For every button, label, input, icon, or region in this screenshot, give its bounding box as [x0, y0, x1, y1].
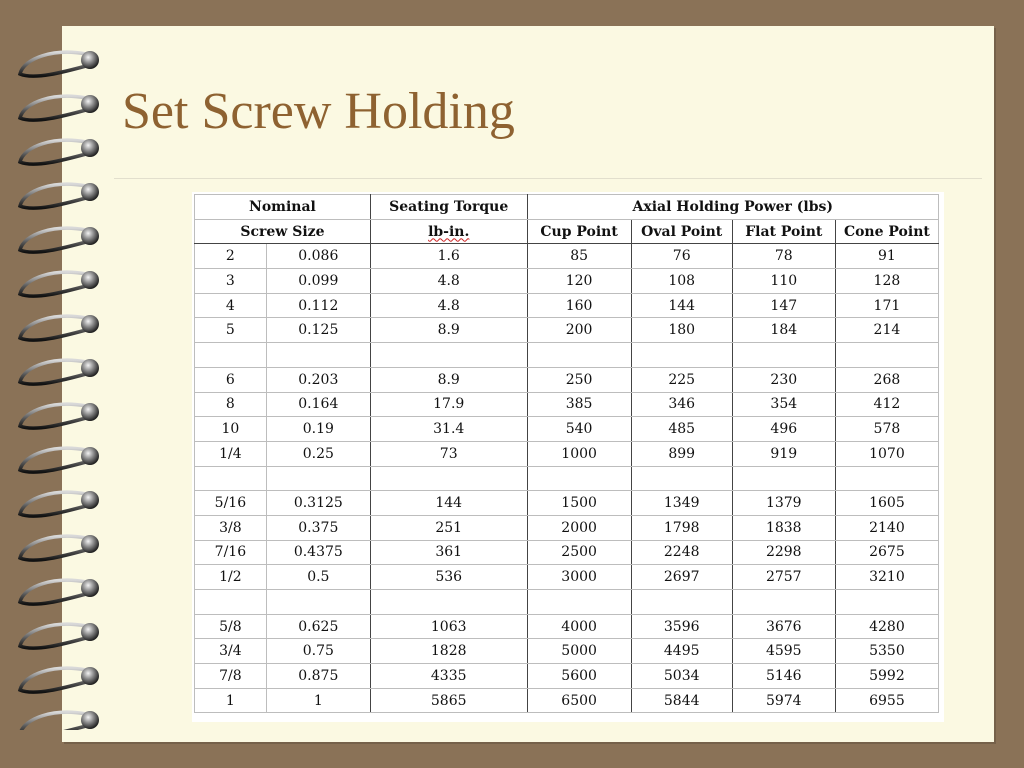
table-row	[195, 417, 939, 442]
cell-size	[195, 590, 267, 615]
cell-diameter: 0.375	[266, 515, 370, 540]
table-row	[195, 590, 939, 615]
table-row	[195, 392, 939, 417]
cell-flat: 1379	[732, 491, 835, 516]
table-row	[195, 515, 939, 540]
spiral-ring	[20, 535, 99, 560]
spiral-ring	[20, 403, 99, 428]
cell-cup: 2000	[527, 515, 631, 540]
table-row	[195, 466, 939, 491]
cell-size: 8	[195, 392, 267, 417]
cell-size	[195, 466, 267, 491]
cell-diameter: 0.625	[266, 614, 370, 639]
cell-cone: 5350	[835, 639, 938, 664]
spiral-ring	[20, 139, 99, 164]
spiral-ring	[20, 579, 99, 604]
cell-cone: 91	[835, 244, 938, 269]
cell-oval	[631, 590, 732, 615]
cell-torque: 1063	[370, 614, 527, 639]
cell-oval: 108	[631, 269, 732, 294]
cell-cone: 128	[835, 269, 938, 294]
header-axial-holding-power	[527, 195, 938, 220]
cell-flat: 5146	[732, 664, 835, 689]
cell-diameter: 0.099	[266, 269, 370, 294]
table-row	[195, 269, 939, 294]
cell-cup: 200	[527, 318, 631, 343]
cell-torque: 8.9	[370, 367, 527, 392]
header-nominal: Nominal	[195, 195, 371, 220]
table-row	[195, 441, 939, 466]
table-row	[195, 565, 939, 590]
cell-oval: 1798	[631, 515, 732, 540]
cell-flat: 2757	[732, 565, 835, 590]
cell-oval	[631, 466, 732, 491]
cell-torque: 4.8	[370, 293, 527, 318]
spiral-ring	[20, 491, 99, 516]
cell-diameter: 0.125	[266, 318, 370, 343]
table-row	[195, 664, 939, 689]
cell-torque: 8.9	[370, 318, 527, 343]
cell-cone: 4280	[835, 614, 938, 639]
cell-diameter: 1	[266, 688, 370, 713]
cell-cup	[527, 466, 631, 491]
cell-diameter	[266, 466, 370, 491]
cell-size: 1/2	[195, 565, 267, 590]
cell-diameter: 0.19	[266, 417, 370, 442]
cell-cup	[527, 590, 631, 615]
cell-flat: 496	[732, 417, 835, 442]
cell-size: 7/16	[195, 540, 267, 565]
cell-cone: 171	[835, 293, 938, 318]
spiral-ring	[20, 711, 99, 730]
spiral-ring	[20, 95, 99, 120]
spiral-ring	[20, 447, 99, 472]
cell-diameter: 0.164	[266, 392, 370, 417]
cell-flat: 3676	[732, 614, 835, 639]
spiral-rings-icon	[14, 40, 104, 730]
spiral-ring	[20, 623, 99, 648]
cell-size: 1/4	[195, 441, 267, 466]
cell-flat: 1838	[732, 515, 835, 540]
cell-cup: 6500	[527, 688, 631, 713]
cell-cone	[835, 466, 938, 491]
cell-cone: 6955	[835, 688, 938, 713]
cell-diameter: 0.5	[266, 565, 370, 590]
cell-torque: 31.4	[370, 417, 527, 442]
cell-size	[195, 343, 267, 368]
cell-size: 4	[195, 293, 267, 318]
cell-cone: 1070	[835, 441, 938, 466]
cell-cup: 120	[527, 269, 631, 294]
cell-cone: 3210	[835, 565, 938, 590]
cell-diameter: 0.086	[266, 244, 370, 269]
cell-torque: 251	[370, 515, 527, 540]
spiral-ring	[20, 271, 99, 296]
cell-cup: 3000	[527, 565, 631, 590]
cell-flat: 5974	[732, 688, 835, 713]
header-cup-point: Cup Point	[527, 219, 631, 244]
cell-cup: 160	[527, 293, 631, 318]
cell-flat	[732, 343, 835, 368]
cell-oval: 5844	[631, 688, 732, 713]
cell-cone	[835, 590, 938, 615]
cell-oval: 5034	[631, 664, 732, 689]
cell-flat: 919	[732, 441, 835, 466]
cell-flat: 4595	[732, 639, 835, 664]
cell-torque	[370, 466, 527, 491]
cell-flat: 2298	[732, 540, 835, 565]
spiral-ring	[20, 667, 99, 692]
cell-cup: 250	[527, 367, 631, 392]
cell-cup	[527, 343, 631, 368]
table-row	[195, 491, 939, 516]
spiral-ring	[20, 359, 99, 384]
cell-oval: 2248	[631, 540, 732, 565]
header-seating-torque: Seating Torque	[370, 195, 527, 220]
cell-flat	[732, 466, 835, 491]
cell-diameter: 0.75	[266, 639, 370, 664]
cell-flat	[732, 590, 835, 615]
cell-oval: 180	[631, 318, 732, 343]
cell-diameter: 0.3125	[266, 491, 370, 516]
cell-diameter: 0.875	[266, 664, 370, 689]
header-units	[370, 219, 527, 244]
cell-cup: 2500	[527, 540, 631, 565]
notebook-page	[62, 26, 994, 742]
header-oval-point: Oval Point	[631, 219, 732, 244]
cell-cone: 214	[835, 318, 938, 343]
header-flat-point: Flat Point	[732, 219, 835, 244]
cell-cone	[835, 343, 938, 368]
cell-torque: 73	[370, 441, 527, 466]
spiral-ring	[20, 227, 99, 252]
header-row-2	[195, 219, 939, 244]
cell-size: 7/8	[195, 664, 267, 689]
table-row	[195, 367, 939, 392]
header-units-text: lb-in.	[428, 223, 470, 240]
cell-oval: 485	[631, 417, 732, 442]
header-cone-point: Cone Point	[835, 219, 938, 244]
cell-torque: 536	[370, 565, 527, 590]
table-row	[195, 293, 939, 318]
cell-cup: 5000	[527, 639, 631, 664]
cell-cone: 2675	[835, 540, 938, 565]
cell-cup: 4000	[527, 614, 631, 639]
cell-size: 5/16	[195, 491, 267, 516]
cell-cup: 1500	[527, 491, 631, 516]
cell-diameter: 0.203	[266, 367, 370, 392]
cell-diameter: 0.112	[266, 293, 370, 318]
cell-cone: 5992	[835, 664, 938, 689]
cell-torque: 5865	[370, 688, 527, 713]
cell-cup: 85	[527, 244, 631, 269]
cell-size: 6	[195, 367, 267, 392]
spiral-binding	[14, 40, 104, 730]
cell-oval: 3596	[631, 614, 732, 639]
set-screw-table	[194, 194, 939, 713]
cell-cone: 2140	[835, 515, 938, 540]
cell-diameter	[266, 343, 370, 368]
cell-torque: 4335	[370, 664, 527, 689]
cell-flat: 78	[732, 244, 835, 269]
cell-cone: 268	[835, 367, 938, 392]
cell-oval: 346	[631, 392, 732, 417]
cell-cone: 578	[835, 417, 938, 442]
cell-flat: 230	[732, 367, 835, 392]
cell-cup: 385	[527, 392, 631, 417]
cell-torque: 361	[370, 540, 527, 565]
cell-size: 1	[195, 688, 267, 713]
cell-cup: 1000	[527, 441, 631, 466]
header-axial-text: Axial Holding Power (lbs)	[632, 198, 834, 215]
table-row	[195, 639, 939, 664]
cell-flat: 147	[732, 293, 835, 318]
cell-torque	[370, 343, 527, 368]
cell-torque	[370, 590, 527, 615]
table-row	[195, 614, 939, 639]
cell-oval: 4495	[631, 639, 732, 664]
cell-cup: 540	[527, 417, 631, 442]
slide-title: Set Screw Holding	[122, 83, 515, 140]
cell-oval: 2697	[631, 565, 732, 590]
cell-oval: 76	[631, 244, 732, 269]
table-row	[195, 318, 939, 343]
table-container	[192, 192, 944, 722]
cell-size: 10	[195, 417, 267, 442]
cell-cup: 5600	[527, 664, 631, 689]
cell-flat: 110	[732, 269, 835, 294]
cell-size: 5/8	[195, 614, 267, 639]
cell-torque: 17.9	[370, 392, 527, 417]
cell-size: 3/8	[195, 515, 267, 540]
spiral-ring	[20, 51, 99, 76]
cell-torque: 1828	[370, 639, 527, 664]
title-divider	[114, 178, 982, 179]
cell-size: 5	[195, 318, 267, 343]
cell-flat: 184	[732, 318, 835, 343]
header-row-1	[195, 195, 939, 220]
cell-cone: 412	[835, 392, 938, 417]
cell-size: 2	[195, 244, 267, 269]
cell-diameter: 0.4375	[266, 540, 370, 565]
cell-size: 3/4	[195, 639, 267, 664]
table-row	[195, 540, 939, 565]
cell-diameter	[266, 590, 370, 615]
header-screw-size: Screw Size	[195, 219, 371, 244]
table-row	[195, 343, 939, 368]
cell-oval	[631, 343, 732, 368]
cell-torque: 1.6	[370, 244, 527, 269]
cell-diameter: 0.25	[266, 441, 370, 466]
cell-torque: 144	[370, 491, 527, 516]
table-row	[195, 244, 939, 269]
cell-flat: 354	[732, 392, 835, 417]
cell-oval: 225	[631, 367, 732, 392]
cell-oval: 144	[631, 293, 732, 318]
table-row	[195, 688, 939, 713]
cell-torque: 4.8	[370, 269, 527, 294]
cell-cone: 1605	[835, 491, 938, 516]
spiral-ring	[20, 183, 99, 208]
cell-oval: 899	[631, 441, 732, 466]
cell-size: 3	[195, 269, 267, 294]
cell-oval: 1349	[631, 491, 732, 516]
spiral-ring	[20, 315, 99, 340]
